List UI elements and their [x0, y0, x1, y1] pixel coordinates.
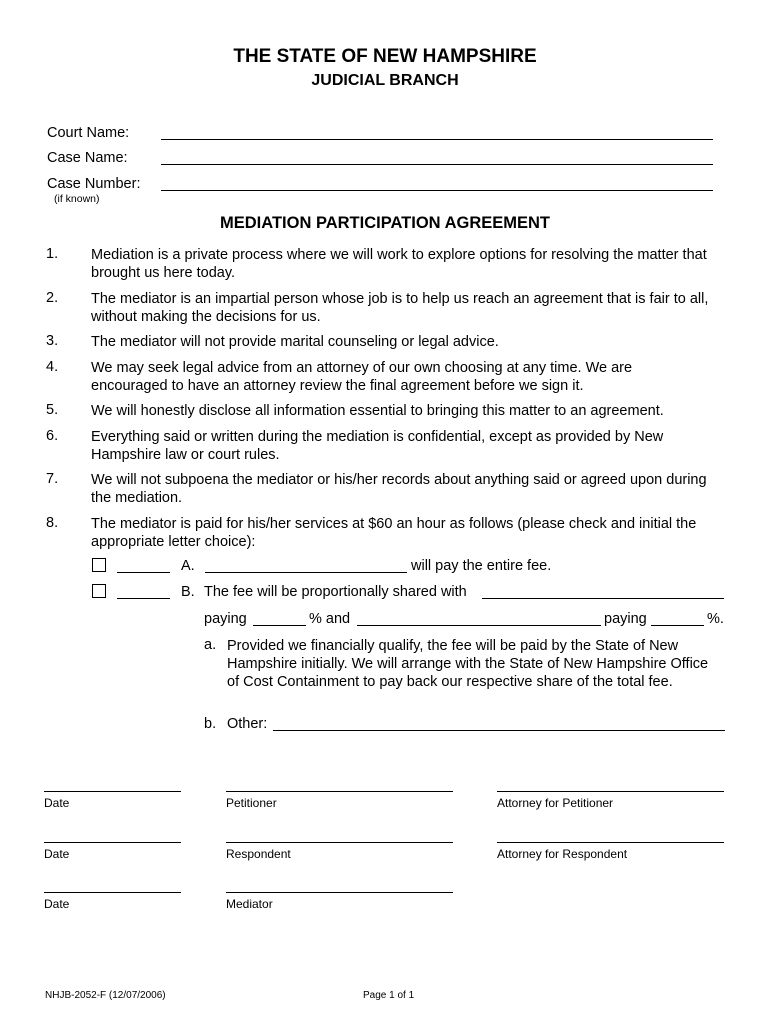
branch-title: JUDICIAL BRANCH — [311, 72, 459, 89]
attorney-petitioner-label: Attorney for Petitioner — [497, 796, 614, 810]
case-name-field[interactable] — [161, 164, 713, 165]
sub-b-text: Other: — [227, 716, 268, 732]
date-label: Date — [44, 847, 70, 861]
option-b-text: The fee will be proportionally shared with — [204, 584, 467, 600]
petitioner-signature-line[interactable] — [226, 791, 453, 792]
item-number: 5. — [46, 402, 59, 418]
option-b-letter: B. — [181, 584, 195, 600]
option-b-checkbox[interactable] — [92, 584, 106, 598]
date-label: Date — [44, 897, 70, 911]
if-known-hint: (if known) — [54, 193, 100, 205]
case-name-label: Case Name: — [47, 150, 128, 166]
percent-field-1[interactable] — [253, 625, 306, 626]
sub-b-letter: b. — [204, 716, 217, 732]
paying-label-1: paying — [204, 611, 247, 627]
item-text: We will honestly disclose all information essential to bringing this matter to an agreement. — [91, 403, 664, 419]
court-name-label: Court Name: — [47, 125, 130, 141]
page-number: Page 1 of 1 — [363, 990, 415, 1001]
sub-a-text: Provided we financially qualify, the fee will be paid by the State of New Hampshire initially. We will arrange with the State of New Hampshire Office of Cost Containment to pay back our respective share of the total fee. — [227, 638, 709, 690]
mediator-signature-line[interactable] — [226, 892, 453, 893]
attorney-respondent-label: Attorney for Respondent — [497, 847, 628, 861]
date-line[interactable] — [44, 791, 181, 792]
option-b-shared-with-field[interactable] — [482, 598, 724, 599]
other-field[interactable] — [273, 730, 725, 731]
item-text: The mediator is an impartial person whose job is to help us reach an agreement that is fair to all, without making the decisions for us. — [91, 291, 709, 325]
second-party-field[interactable] — [357, 625, 601, 626]
item-text: Everything said or written during the mediation is confidential, except as provided by New Hampshire law or court rules. — [91, 429, 664, 463]
option-b-initial-field[interactable] — [117, 598, 170, 599]
petitioner-label: Petitioner — [226, 796, 277, 810]
case-number-label: Case Number: — [47, 176, 141, 192]
date-line[interactable] — [44, 892, 181, 893]
option-a-letter: A. — [181, 558, 195, 574]
item-number: 6. — [46, 428, 59, 444]
item-number: 7. — [46, 471, 59, 487]
percent-and-label: % and — [309, 611, 351, 627]
mediator-label: Mediator — [226, 897, 273, 911]
sub-a-letter: a. — [204, 637, 217, 653]
option-a-checkbox[interactable] — [92, 558, 106, 572]
option-a-payer-field[interactable] — [205, 572, 407, 573]
item-number: 3. — [46, 333, 59, 349]
case-number-field[interactable] — [161, 190, 713, 191]
item-text: The mediator will not provide marital counseling or legal advice. — [91, 334, 499, 350]
paying-label-2: paying — [604, 611, 647, 627]
option-a-text: will pay the entire fee. — [411, 558, 552, 574]
percent-field-2[interactable] — [651, 625, 704, 626]
item-text: The mediator is paid for his/her services at $60 an hour as follows (please check and initial the appropriate letter choice): — [91, 516, 697, 550]
item-text: Mediation is a private process where we will work to explore options for resolving the matter that brought us here today. — [91, 247, 707, 281]
attorney-respondent-signature-line[interactable] — [497, 842, 724, 843]
item-number: 4. — [46, 359, 59, 375]
form-id: NHJB-2052-F (12/07/2006) — [45, 990, 166, 1001]
state-title: THE STATE OF NEW HAMPSHIRE — [233, 46, 537, 67]
date-line[interactable] — [44, 842, 181, 843]
court-name-field[interactable] — [161, 139, 713, 140]
percent-end-label: %. — [707, 611, 724, 627]
attorney-petitioner-signature-line[interactable] — [497, 791, 724, 792]
option-a-initial-field[interactable] — [117, 572, 170, 573]
item-text: We may seek legal advice from an attorney of our own choosing at any time. We are encouraged to have an attorney review the final agreement before we sign it. — [91, 360, 633, 394]
item-number: 1. — [46, 246, 59, 262]
date-label: Date — [44, 796, 70, 810]
form-title: MEDIATION PARTICIPATION AGREEMENT — [220, 214, 550, 232]
respondent-signature-line[interactable] — [226, 842, 453, 843]
item-number: 2. — [46, 290, 59, 306]
respondent-label: Respondent — [226, 847, 291, 861]
item-number: 8. — [46, 515, 59, 531]
item-text: We will not subpoena the mediator or his/her records about anything said or agreed upon during the mediation. — [91, 472, 707, 506]
